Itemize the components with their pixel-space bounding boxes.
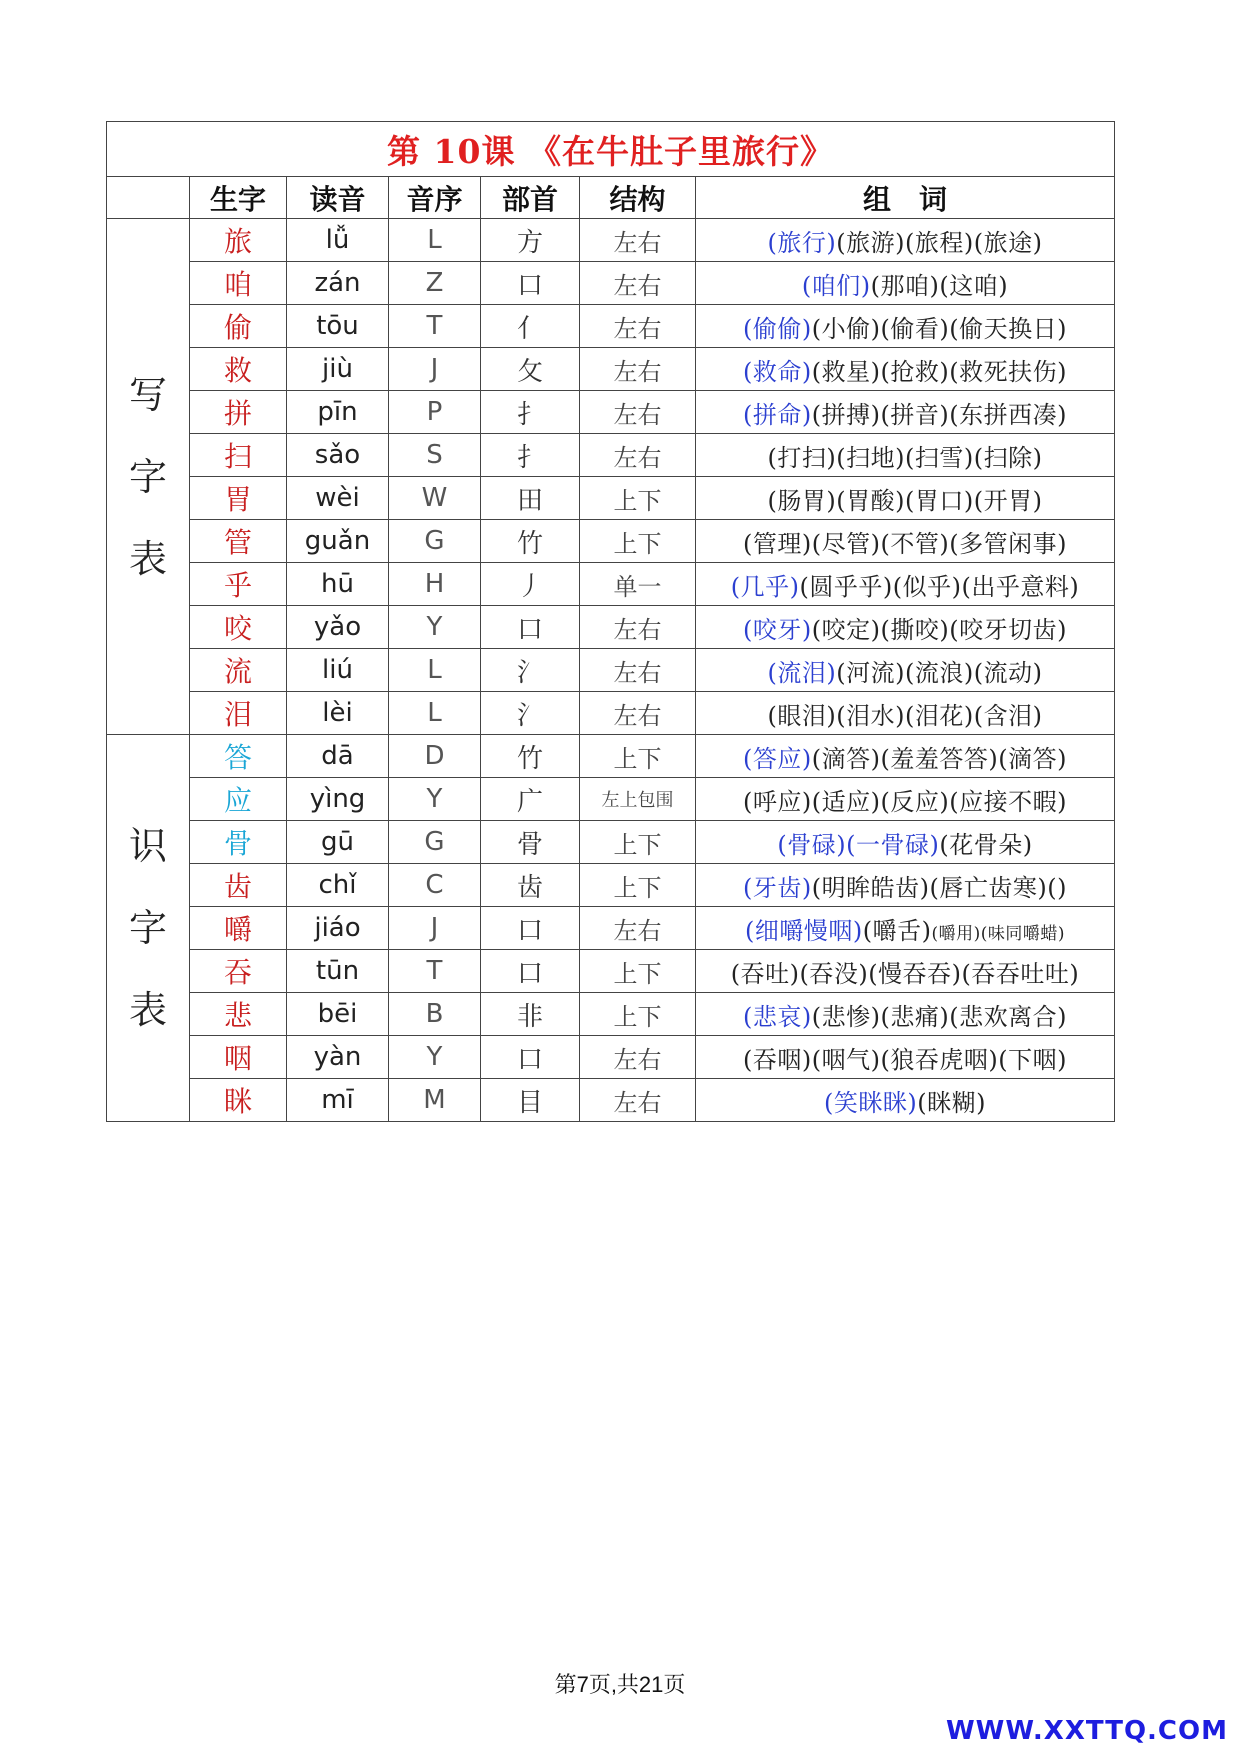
words-cell (696, 735, 1115, 778)
words-cell (696, 391, 1115, 434)
char-cell: 嚼 (190, 907, 287, 950)
section-label-recognize (107, 735, 190, 1122)
highlighted-word: (骨碌)(一骨碌) (777, 830, 940, 859)
words-cell (696, 649, 1115, 692)
structure-cell: 上下 (580, 993, 696, 1036)
words-cell (696, 348, 1115, 391)
words-cell (696, 821, 1115, 864)
word-group: (旅游)(旅程)(旅途) (836, 228, 1043, 257)
radical-cell: 竹 (481, 735, 580, 778)
char-cell: 乎 (190, 563, 287, 606)
char-cell: 吞 (190, 950, 287, 993)
words-cell (696, 778, 1115, 821)
char-cell: 管 (190, 520, 287, 563)
words-cell (696, 1036, 1115, 1079)
initial-cell: Y (389, 1036, 481, 1079)
table-row (107, 1079, 1115, 1122)
highlighted-word: (偷偷) (743, 314, 812, 343)
table-row (107, 262, 1115, 305)
highlighted-word: (答应) (743, 744, 812, 773)
initial-cell: J (389, 348, 481, 391)
structure-cell: 左右 (580, 907, 696, 950)
structure-cell: 左右 (580, 606, 696, 649)
radical-cell: 亻 (481, 305, 580, 348)
structure-cell: 上下 (580, 864, 696, 907)
initial-cell: G (389, 821, 481, 864)
word-group: (嚼舌) (862, 916, 932, 945)
pinyin-cell: guǎn (287, 520, 389, 563)
radical-cell: 非 (481, 993, 580, 1036)
word-group: (咬定)(撕咬)(咬牙切齿) (811, 615, 1067, 644)
table-row (107, 520, 1115, 563)
header-words: 组 词 (696, 177, 1115, 219)
pinyin-cell: tūn (287, 950, 389, 993)
table-row (107, 348, 1115, 391)
page-title: 第 10课 《在牛肚子里旅行》 (107, 122, 1115, 177)
initial-cell: S (389, 434, 481, 477)
section-label-char: 表 (128, 988, 167, 1032)
radical-cell: 扌 (481, 391, 580, 434)
word-group: (呼应)(适应)(反应)(应接不暇) (743, 787, 1067, 816)
char-cell: 咽 (190, 1036, 287, 1079)
pinyin-cell: lǚ (287, 219, 389, 262)
words-cell (696, 1079, 1115, 1122)
structure-cell: 左上包围 (580, 778, 696, 821)
radical-cell: 氵 (481, 649, 580, 692)
highlighted-word: (悲哀) (743, 1002, 812, 1031)
word-group: (嚼用)(味同嚼蜡) (931, 923, 1065, 944)
structure-cell: 上下 (580, 477, 696, 520)
pinyin-cell: gū (287, 821, 389, 864)
words-cell (696, 950, 1115, 993)
char-cell: 应 (190, 778, 287, 821)
char-cell: 咬 (190, 606, 287, 649)
table-row (107, 219, 1115, 262)
initial-cell: T (389, 305, 481, 348)
radical-cell: 口 (481, 1036, 580, 1079)
initial-cell: P (389, 391, 481, 434)
structure-cell: 左右 (580, 1036, 696, 1079)
radical-cell: 方 (481, 219, 580, 262)
structure-cell: 左右 (580, 1079, 696, 1122)
word-group: (圆乎乎)(似乎)(出乎意料) (799, 572, 1080, 601)
pinyin-cell: wèi (287, 477, 389, 520)
structure-cell: 左右 (580, 348, 696, 391)
initial-cell: Y (389, 778, 481, 821)
initial-cell: Y (389, 606, 481, 649)
pinyin-cell: hū (287, 563, 389, 606)
initial-cell: W (389, 477, 481, 520)
initial-cell: M (389, 1079, 481, 1122)
words-cell (696, 563, 1115, 606)
structure-cell: 上下 (580, 735, 696, 778)
word-group: (拼搏)(拼音)(东拼西凑) (811, 400, 1067, 429)
table-row (107, 391, 1115, 434)
word-group: (吞咽)(咽气)(狼吞虎咽)(下咽) (743, 1045, 1067, 1074)
structure-cell: 上下 (580, 520, 696, 563)
highlighted-word: (旅行) (767, 228, 837, 257)
pinyin-cell: pīn (287, 391, 389, 434)
radical-cell: 广 (481, 778, 580, 821)
header-initial: 音序 (389, 177, 481, 219)
pinyin-cell: bēi (287, 993, 389, 1036)
radical-cell: 丿 (481, 563, 580, 606)
pinyin-cell: mī (287, 1079, 389, 1122)
word-group: (吞吐)(吞没)(慢吞吞)(吞吞吐吐) (730, 959, 1080, 988)
structure-cell: 单一 (580, 563, 696, 606)
initial-cell: T (389, 950, 481, 993)
vocabulary-table (106, 121, 1115, 1122)
char-cell: 拼 (190, 391, 287, 434)
initial-cell: L (389, 692, 481, 735)
radical-cell: 口 (481, 907, 580, 950)
words-cell (696, 993, 1115, 1036)
radical-cell: 扌 (481, 434, 580, 477)
highlighted-word: (拼命) (743, 400, 812, 429)
radical-cell: 目 (481, 1079, 580, 1122)
word-group: (管理)(尽管)(不管)(多管闲事) (743, 529, 1067, 558)
table-row (107, 821, 1115, 864)
table-row (107, 563, 1115, 606)
pinyin-cell: yàn (287, 1036, 389, 1079)
char-cell: 胃 (190, 477, 287, 520)
table-row (107, 993, 1115, 1036)
word-group: (悲惨)(悲痛)(悲欢离合) (811, 1002, 1067, 1031)
word-group: (滴答)(羞羞答答)(滴答) (811, 744, 1067, 773)
table-row (107, 1036, 1115, 1079)
table-row (107, 950, 1115, 993)
word-group: (眼泪)(泪水)(泪花)(含泪) (767, 701, 1043, 730)
header-structure: 结构 (580, 177, 696, 219)
header-radical: 部首 (481, 177, 580, 219)
char-cell: 流 (190, 649, 287, 692)
table-row (107, 649, 1115, 692)
word-group: (眯糊) (917, 1088, 986, 1117)
initial-cell: Z (389, 262, 481, 305)
highlighted-word: (救命) (743, 357, 812, 386)
word-group: (河流)(流浪)(流动) (836, 658, 1043, 687)
table-row (107, 692, 1115, 735)
radical-cell: 口 (481, 262, 580, 305)
char-cell: 齿 (190, 864, 287, 907)
word-group: (肠胃)(胃酸)(胃口)(开胃) (767, 486, 1043, 515)
char-cell: 泪 (190, 692, 287, 735)
char-cell: 咱 (190, 262, 287, 305)
initial-cell: G (389, 520, 481, 563)
radical-cell: 口 (481, 950, 580, 993)
structure-cell: 上下 (580, 950, 696, 993)
highlighted-word: (牙齿) (743, 873, 812, 902)
structure-cell: 左右 (580, 391, 696, 434)
initial-cell: D (389, 735, 481, 778)
section-label-char: 字 (128, 906, 167, 950)
radical-cell: 骨 (481, 821, 580, 864)
words-cell (696, 606, 1115, 649)
word-group: (那咱)(这咱) (870, 271, 1009, 300)
pinyin-cell: yǎo (287, 606, 389, 649)
highlighted-word: (几乎) (730, 572, 800, 601)
highlighted-word: (咬牙) (743, 615, 812, 644)
radical-cell: 攵 (481, 348, 580, 391)
table-header (107, 177, 1115, 219)
table-row (107, 434, 1115, 477)
initial-cell: C (389, 864, 481, 907)
section-label-char: 识 (128, 824, 167, 868)
table-row (107, 305, 1115, 348)
pinyin-cell: jiáo (287, 907, 389, 950)
pinyin-cell: yìng (287, 778, 389, 821)
initial-cell: L (389, 219, 481, 262)
section-label-char: 字 (128, 454, 167, 499)
header-char: 生字 (190, 177, 287, 219)
initial-cell: L (389, 649, 481, 692)
radical-cell: 氵 (481, 692, 580, 735)
structure-cell: 左右 (580, 219, 696, 262)
section-label-write (107, 219, 190, 735)
pinyin-cell: tōu (287, 305, 389, 348)
table-row (107, 735, 1115, 778)
word-group: (救星)(抢救)(救死扶伤) (811, 357, 1067, 386)
table-row (107, 778, 1115, 821)
words-cell (696, 434, 1115, 477)
structure-cell: 上下 (580, 821, 696, 864)
words-cell (696, 692, 1115, 735)
initial-cell: B (389, 993, 481, 1036)
header-blank (107, 177, 190, 219)
table-row (107, 606, 1115, 649)
section-label-char: 表 (128, 536, 167, 581)
pinyin-cell: sǎo (287, 434, 389, 477)
highlighted-word: (笑眯眯) (824, 1088, 918, 1117)
radical-cell: 竹 (481, 520, 580, 563)
structure-cell: 左右 (580, 305, 696, 348)
table-row (107, 477, 1115, 520)
highlighted-word: (流泪) (767, 658, 837, 687)
structure-cell: 左右 (580, 434, 696, 477)
char-cell: 旅 (190, 219, 287, 262)
char-cell: 骨 (190, 821, 287, 864)
char-cell: 悲 (190, 993, 287, 1036)
words-cell (696, 907, 1115, 950)
word-group: (明眸皓齿)(唇亡齿寒)() (811, 873, 1067, 902)
char-cell: 偷 (190, 305, 287, 348)
section-label-char: 写 (128, 372, 167, 417)
highlighted-word: (细嚼慢咽) (745, 916, 863, 945)
word-group: (打扫)(扫地)(扫雪)(扫除) (767, 443, 1043, 472)
radical-cell: 口 (481, 606, 580, 649)
words-cell (696, 477, 1115, 520)
char-cell: 眯 (190, 1079, 287, 1122)
highlighted-word: (咱们) (801, 271, 871, 300)
words-cell (696, 219, 1115, 262)
words-cell (696, 864, 1115, 907)
radical-cell: 齿 (481, 864, 580, 907)
table-row (107, 864, 1115, 907)
initial-cell: J (389, 907, 481, 950)
table-row (107, 907, 1115, 950)
structure-cell: 左右 (580, 262, 696, 305)
words-cell (696, 262, 1115, 305)
pinyin-cell: chǐ (287, 864, 389, 907)
pinyin-cell: liú (287, 649, 389, 692)
char-cell: 扫 (190, 434, 287, 477)
word-group: (小偷)(偷看)(偷天换日) (811, 314, 1067, 343)
word-group: (花骨朵) (939, 830, 1033, 859)
words-cell (696, 305, 1115, 348)
site-watermark: WWW.XXTTQ.COM (946, 1716, 1228, 1746)
pinyin-cell: lèi (287, 692, 389, 735)
structure-cell: 左右 (580, 649, 696, 692)
structure-cell: 左右 (580, 692, 696, 735)
pinyin-cell: jiù (287, 348, 389, 391)
pinyin-cell: zán (287, 262, 389, 305)
initial-cell: H (389, 563, 481, 606)
words-cell (696, 520, 1115, 563)
header-pinyin: 读音 (287, 177, 389, 219)
page-number: 第7页,共21页 (554, 1672, 686, 1697)
radical-cell: 田 (481, 477, 580, 520)
char-cell: 救 (190, 348, 287, 391)
char-cell: 答 (190, 735, 287, 778)
pinyin-cell: dā (287, 735, 389, 778)
